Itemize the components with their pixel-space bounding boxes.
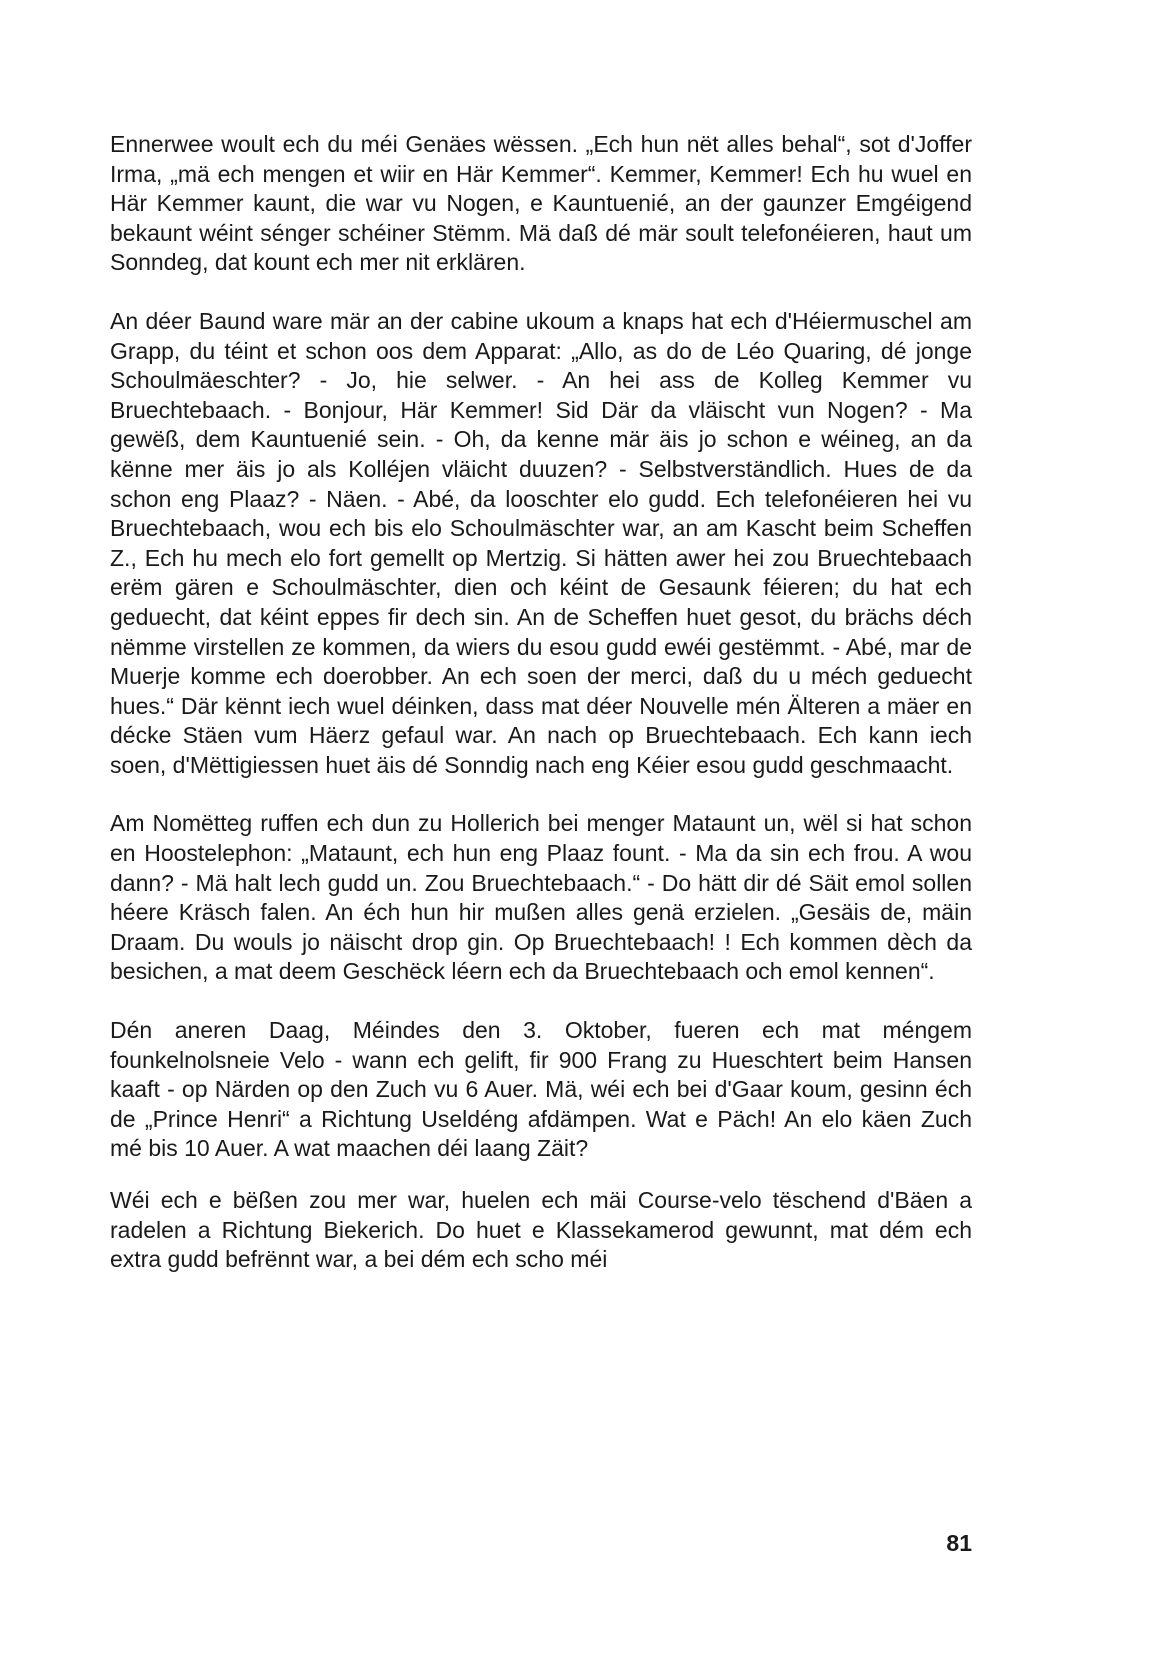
paragraph-2: An déer Baund ware mär an der cabine ukoum a knaps hat ech d'Héiermuschel am Grapp, du téint et schon oos dem Apparat: „Allo, as do de Léo Quaring, dé jonge Schoulmäeschter? - Jo, hie selwer. - An hei ass de Kolleg Kemmer vu Bruechtebaach. - Bonjour, Här Kemmer! Sid Där da vläischt vun Nogen? - Ma gewëß, dem Kauntuenié sein. - Oh, da kenne mär äis jo schon e wéineg, an da kënne mer äis jo als Kolléjen vläicht duuzen? - Selbstverständlich. Hues de da schon eng Plaaz? - Näen. - Abé, da looschter elo gudd. Ech telefonéieren hei vu Bruechtebaach, wou ech bis elo Schoulmäschter war, an am Kascht beim Scheffen Z., Ech hu mech elo fort gemellt op Mertzig. Si hätten awer hei zou Bruechtebaach erëm gären e Schoulmäschter, dien och kéint de Gesaunk féieren; du hat ech geduecht, dat kéint eppes fir dech sin. An de Scheffen huet gesot, du brächs déch nëmme virstellen ze kommen, da wiers du esou gudd ewéi gestëmmt. - Abé, mar de Muerje komme ech doerobber. An ech soen der merci, daß du u méch geduecht hues.“ Där kënnt iech wuel déinken, dass mat déer Nouvelle mén Älteren a mäer en décke Stäen vum Häerz gefaul war. An nach op Bruechtebaach. Ech kann iech soen, d'Mëttigiessen huet äis dé Sonndig nach eng Kéier esou gudd geschmaacht.	[110, 307, 972, 778]
paragraph-3: Am Nomëtteg ruffen ech dun zu Hollerich bei menger Mataunt un, wël si hat schon en Hoostelephon: „Mataunt, ech hun eng Plaaz fount. - Ma da sin ech frou. A wou dann? - Mä halt lech gudd un. Zou Bruechtebaach.“ - Do hätt dir dé Säit emol sollen héere Kräsch falen. An éch hun hir mußen alles genä erzielen. „Gesäis de, mäin Draam. Du wouls jo näischt drop gin. Op Bruechtebaach! ! Ech kommen dèch da besichen, a mat deem Geschëck léern ech da Bruechtebaach och emol kennen“.	[110, 810, 972, 985]
page-number: 81	[946, 1530, 972, 1556]
paragraph-1: Ennerwee woult ech du méi Genäes wëssen. „Ech hun nët alles behal“, sot d'Joffer Irma, „mä ech mengen et wiir en Här Kemmer“. Kemmer, Kemmer! Ech hu wuel en Här Kemmer kaunt, die war vu Nogen, e Kauntuenié, an der gaunzer Emgéigend bekaunt wéint sénger schéiner Stëmm. Mä daß dé mär soult telefonéieren, haut um Sonndeg, dat kount ech mer nit erklären.	[110, 131, 972, 276]
page-body	[110, 130, 972, 1304]
paragraph-4: Dén aneren Daag, Méindes den 3. Oktober, fueren ech mat méngem founkelnolsneie Velo - wann ech gelift, fir 900 Frang zu Hueschtert beim Hansen kaaft - op Närden op den Zuch vu 6 Auer. Mä, wéi ech bei d'Gaar koum, gesinn éch de „Prince Henri“ a Richtung Useldéng afdämpen. Wat e Päch! An elo käen Zuch mé bis 10 Auer. A wat maachen déi laang Zäit?	[110, 1017, 972, 1162]
paragraph-5: Wéi ech e bëßen zou mer war, huelen ech mäi Course-velo tëschend d'Bäen a radelen a Richtung Biekerich. Do huet e Klassekamerod gewunnt, mat dém ech extra gudd befrënnt war, a bei dém ech scho méi	[110, 1187, 972, 1273]
